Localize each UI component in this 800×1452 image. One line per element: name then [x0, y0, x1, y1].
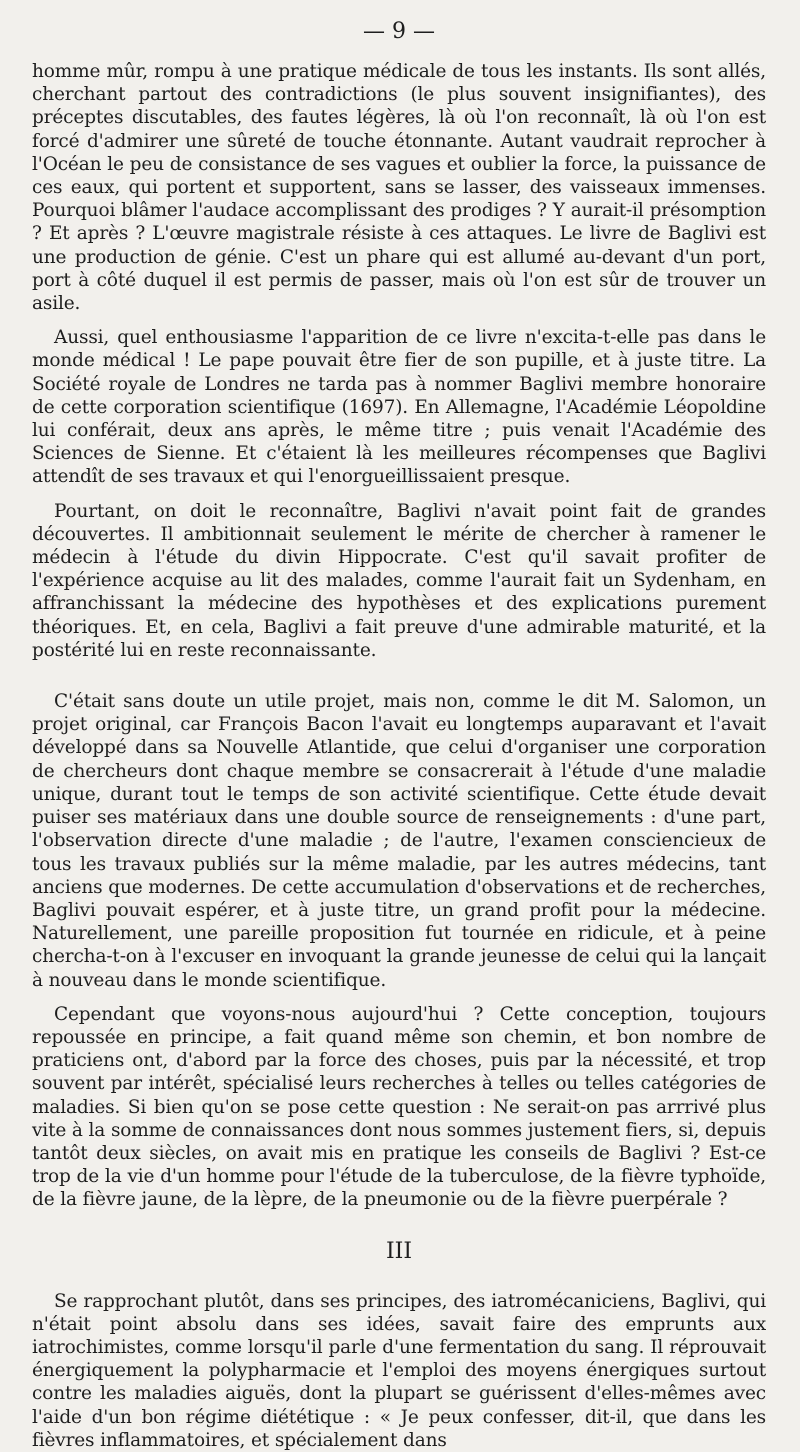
paragraph-2: Aussi, quel enthousiasme l'apparition de ce livre n'excita-t-elle pas dans le monde médical ! Le pape pouvait être fier de son pupille, et à juste titre. La Société royale de Londres ne tarda pas à nommer Baglivi membre honoraire de cette corporation scientifique (1697). En Allemagne, l'Académie Léopoldine lui conférait, deux ans après, le même titre ; puis venait l'Académie des Sciences de Sienne. Et c'étaient là les meilleures récompenses que Baglivi attendît de ses travaux et qui l'enorgueillissaient presque.	[32, 327, 766, 488]
section-heading: III	[385, 1238, 413, 1264]
page-number: — 9 —	[363, 19, 435, 44]
paragraph-4: C'était sans doute un utile projet, mais non, comme le dit M. Salomon, un projet original, car François Bacon l'avait eu longtemps auparavant et l'avait développé dans sa Nouvelle Atlantide, que celui d'organiser une corporation de chercheurs dont chaque membre se consacrerait à l'étude d'une maladie unique, durant tout le temps de son activité scientifique. Cette étude devait puiser ses matériaux dans une double source de renseignements : d'une part, l'observation directe d'une maladie ; de l'autre, l'examen consciencieux de tous les travaux publiés sur la même maladie, par les autres médecins, tant anciens que modernes. De cette accumulation d'observations et de recherches, Baglivi pouvait espérer, et à juste titre, un grand profit pour la médecine. Naturellement, une pareille proposition fut tournée en ridicule, et à peine chercha-t-on à l'excuser en invoquant la grande jeunesse de celui qui la lançait à nouveau dans le monde scientifique.	[32, 691, 766, 991]
paragraph-3: Pourtant, on doit le reconnaître, Baglivi n'avait point fait de grandes découvertes. Il ambitionnait seulement le mérite de chercher à ramener le médecin à l'étude du divin Hippocrate. C'est qu'il savait profiter de l'expérience acquise au lit des malades, comme l'aurait fait un Sydenham, en affranchissant la médecine des hypothèses et des explications purement théoriques. Et, en cela, Baglivi a fait preuve d'une admirable maturité, et la postérité lui en reste reconnaissante.	[32, 500, 766, 661]
paragraph-6: Se rapprochant plutôt, dans ses principes, des iatromécaniciens, Baglivi, qui n'était point absolu dans ses idées, savait faire des emprunts aux iatrochimistes, comme lorsqu'il parle d'une fermentation du sang. Il réprouvait énergiquement la polypharmacie et l'emploi des moyens énergiques surtout contre les maladies aiguës, dont la plupart se guérissent d'elles-mêmes avec l'aide d'un bon régime diététique : « Je peux confesser, dit-il, que dans les fièvres inflammatoires, et spécialement dans	[32, 1290, 766, 1451]
paragraph-5: Cependant que voyons-nous aujourd'hui ? Cette conception, toujours repoussée en principe, a fait quand même son chemin, et bon nombre de praticiens ont, d'abord par la force des choses, puis par la nécessité, et trop souvent par intérêt, spécialisé leurs recherches à telles ou telles catégories de maladies. Si bien qu'on se pose cette question : Ne serait-on pas arrrivé plus vite à la somme de connaissances dont nous sommes justement fiers, si, depuis tantôt deux siècles, on avait mis en pratique les conseils de Baglivi ? Est-ce trop de la vie d'un homme pour l'étude de la tuberculose, de la fièvre typhoïde, de la fièvre jaune, de la lèpre, de la pneumonie ou de la fièvre puerpérale ?	[32, 1003, 766, 1211]
paragraph-1: homme mûr, rompu à une pratique médicale de tous les instants. Ils sont allés, cherchant partout des contradictions (le plus souvent insignifiantes), des préceptes discutables, des fautes légères, là où l'on reconnaît, là où l'on est forcé d'admirer une sûreté de touche étonnante. Autant vaudrait reprocher à l'Océan le peu de consistance de ses vagues et oublier la force, la puissance de ces eaux, qui portent et supportent, sans se lasser, des vaisseaux immenses. Pourquoi blâmer l'audace accomplissant des prodiges ? Y aurait-il présomption ? Et après ? L'œuvre magistrale résiste à ces attaques. Le livre de Baglivi est une production de génie. C'est un phare qui est allumé au-devant d'un port, port à côté duquel il est permis de passer, mais où l'on est sûr de trouver un asile.	[32, 61, 766, 315]
